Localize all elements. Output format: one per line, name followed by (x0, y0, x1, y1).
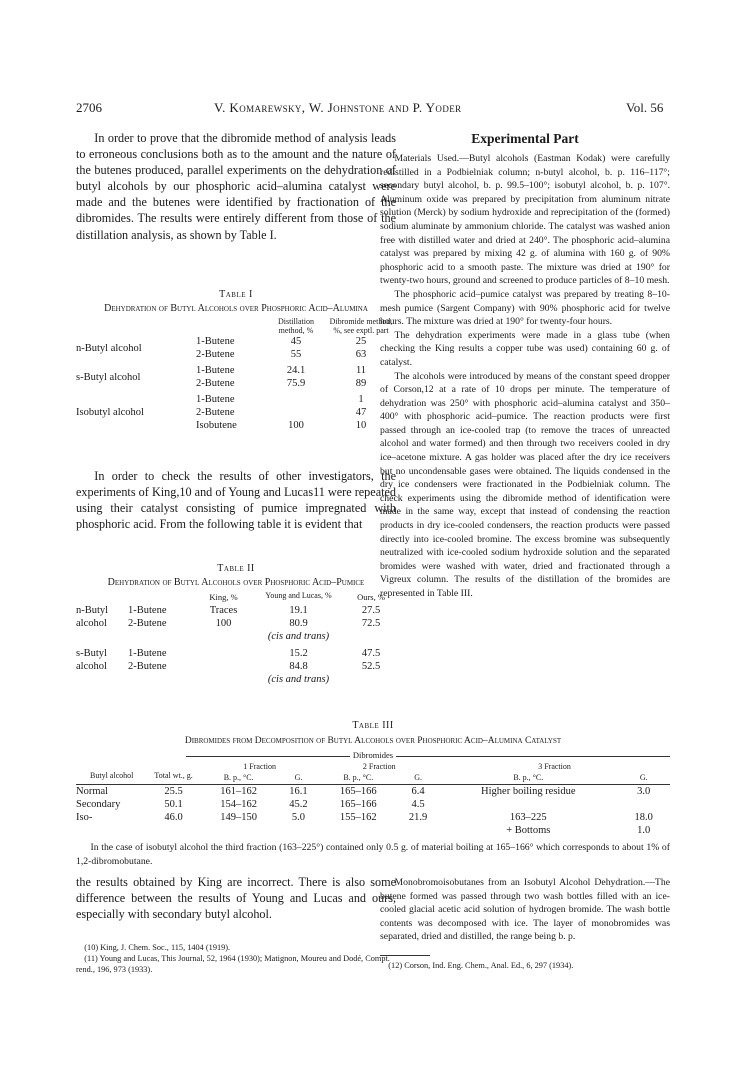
table-1-cell: 55 (290, 349, 302, 360)
table-1-cell: 63 (355, 349, 367, 360)
footnote-rule (380, 955, 430, 956)
volume-label: Vol. 56 (626, 100, 664, 115)
table-1-cell: 25 (355, 336, 367, 347)
footnote: (11) Young and Lucas, This Journal, 52, 1964 (1930); Matignon, Moureu and Dodé, Compt. rend., 196, 973 (1933). (76, 954, 390, 974)
table-1 (76, 289, 396, 432)
table-2-title: Dehydration of Butyl Alcohols over Phosphoric Acid–Pumice (107, 577, 365, 588)
table-1-label: Table I (219, 289, 253, 300)
table-1-alcohol: s-Butyl alcohol (76, 371, 141, 383)
table-3-col-header: B. p., °C. (343, 773, 374, 782)
table-row: alcohol 2-Butene 84.8 52.5 (76, 661, 381, 672)
table-row: Secondary 50.1 154–162 45.2 165–166 4.5 (76, 799, 425, 810)
experimental-text (380, 152, 670, 601)
table-1-grid (76, 317, 396, 432)
table-3-col-header: B. p., °C. (223, 773, 254, 782)
table-3-label: Table III (352, 720, 394, 731)
table-row: + Bottoms 1.0 (506, 825, 651, 836)
table-1-title: Dehydration of Butyl Alcohols over Phosphoric Acid–Alumina (104, 303, 368, 314)
table-1-cell (266, 390, 326, 406)
table-row: s-Butyl 1-Butene 15.2 47.5 (76, 648, 381, 659)
table-row: alcohol 2-Butene 100 80.9 72.5 (76, 618, 381, 629)
table-1-col-header: Dibromide method, %, see exptl. part (329, 317, 393, 335)
table-3-col-header: G. (639, 773, 648, 782)
table-3 (76, 720, 670, 868)
left-middle-paragraph: In order to check the results of other investigators, the experiments of King,10 and of Young and Lucas11 were repeated using their catalyst consisting of pumice impregnated with phosphoric acid. From the following table it is evident that (76, 469, 396, 532)
footnote: (10) King, J. Chem. Soc., 115, 1404 (1919). (84, 943, 231, 952)
table-1-cell: 45 (290, 336, 302, 347)
paragraph: Materials Used.—Butyl alcohols (Eastman Kodak) were carefully redistilled in a Podbielniak column; n-butyl alcohol, b. p. 116–117°; secondary butyl alcohol, b. p. 99.5–100°; isobutyl alcohol, b. p. 107°. Aluminum oxide was prepared by precipitation from aluminum nitrate solution (Merck) by sodium hydroxide and reprecipitation of the (formed) sodium aluminate by ammonium chloride. The catalyst was washed anion free with distilled water and dried at 240°. The phosphoric acid–alumina catalyst was prepared by mixing 42 g. of alumina with 160 g. of 90% phosphoric acid to a smooth paste. The mixture was dried at 190° for twenty-two hours, ground and screened to produce particles of 8–10 mesh. (380, 153, 670, 287)
section-heading: Experimental Part (471, 131, 579, 146)
table-row: n-Butyl 1-Butene Traces 19.1 27.5 (76, 605, 381, 616)
table-1-cell: 1 (358, 394, 364, 405)
table-1-col-header: Distillation method, % (278, 317, 314, 335)
table-3-fraction-header: 2 Fraction (362, 762, 396, 771)
table-3-title: Dibromides from Decomposition of Butyl Alcohols over Phosphoric Acid–Alumina Catalyst (184, 736, 562, 746)
table-1-cell: 75.9 (286, 378, 306, 389)
table-2-col-header: Ours, % (357, 592, 385, 602)
table-2-grid (76, 591, 396, 686)
table-3-col-header: Total wt., g. (154, 771, 193, 780)
table-3-fraction-header: 1 Fraction (243, 762, 276, 771)
table-1-cell: 1-Butene (196, 336, 235, 347)
paragraph: The dehydration experiments were made in a glass tube (when checking the King results a copper tube was used) containing 60 g. of catalyst. (380, 329, 670, 368)
table-2-label: Table II (217, 563, 255, 574)
table-row: Normal 25.5 161–162 16.1 165–166 6.4 Higher boiling residue 3.0 (76, 786, 651, 797)
table-1-cell: 1-Butene (196, 365, 235, 376)
table-2-col-header: King, % (209, 592, 238, 602)
table-1-cell: 24.1 (286, 365, 306, 376)
table-2 (76, 563, 396, 686)
running-head-authors: V. Komarewsky, W. Johnstone and P. Yoder (214, 100, 462, 115)
table-1-cell: 47 (355, 407, 367, 418)
table-3-grid (76, 762, 670, 837)
footnotes-left (76, 942, 396, 975)
table-3-fraction-header: 3 Fraction (538, 762, 571, 771)
table-row: Iso- 46.0 149–150 5.0 155–162 21.9 163–225 18.0 (76, 812, 653, 823)
table-1-alcohol: n-Butyl alcohol (76, 342, 142, 354)
table-3-span-header: Dibromides (350, 750, 396, 760)
table-1-cell: 1-Butene (196, 394, 235, 405)
footnote-right: (12) Corson, Ind. Eng. Chem., Anal. Ed., 6, 297 (1934). (388, 961, 574, 970)
table-1-cell: 2-Butene (196, 407, 235, 418)
paragraph: The alcohols were introduced by means of the constant speed dropper of Corson,12 at a rate of 10 drops per minute. The temperature of dehydration was 250° with phosphoric acid–alumina catalyst and 350–400° with phosphoric acid–pumice. The reaction products were first passed through an ice-cooled trap (to remove the traces of unreacted alcohol and water formed) and then through two receivers cooled in dry ice–acetone mixture. A gas holder was placed after the dry ice receivers but no uncondensable gases were obtained. The liquids condensed in the dry ice condensers were fractionated in the Podbielniak column. The check experiments using the dibromide method of identification were made in the same way, except that instead of condensing the reaction products in dry ice-cooled condensers, the reaction products were passed directly into ice-cooled bromine. The excess bromine was subsequently neutralized with ice-cooled sodium hydroxide solution and the separated bromides were washed with water, dried and fractionated through a Vigreux column. The results of the distillation of the bromides are represented in Table III. (380, 370, 670, 599)
table-row: (cis and trans) (267, 631, 330, 642)
bottom-left-paragraph: the results obtained by King are incorrect. There is also some difference between the results of Young and Lucas and ours, especially with secondary butyl alcohol. (76, 875, 396, 922)
table-1-alcohol: Isobutyl alcohol (76, 407, 144, 418)
table-3-col-header: Butyl alcohol (90, 771, 134, 780)
table-1-cell: 89 (355, 378, 367, 389)
page-number: 2706 (76, 100, 102, 115)
table-1-cell: 2-Butene (196, 378, 235, 389)
table-1-cell: Isobutene (196, 420, 237, 431)
table-row: (cis and trans) (267, 674, 330, 685)
table-1-cell: 2-Butene (196, 349, 235, 360)
table-3-col-header: B. p., °C. (513, 773, 544, 782)
table-1-cell: 100 (288, 420, 304, 431)
table-3-col-header: G. (294, 773, 303, 782)
left-intro-paragraph: In order to prove that the dibromide method of analysis leads to erroneous conclusions both as to the amount and the nature of the butenes produced, parallel experiments on the dehydration of butyl alcohols by our phosphoric acid–alumina catalyst were made and the butenes were identified by fractionation of the dibromides. The results were entirely different from those of the distillation analysis, as shown by Table I. (76, 131, 396, 242)
table-1-cell (266, 406, 326, 419)
table-1-cell: 10 (355, 420, 367, 431)
paragraph: The phosphoric acid–pumice catalyst was prepared by treating 8–10-mesh pumice (Sargent Company) with 90% phosphoric acid for twelve hours. The mixture was dried at 190° for twenty-four hours. (380, 288, 670, 328)
table-3-note: In the case of isobutyl alcohol the third fraction (163–225°) contained only 0.5 g. of material boiling at 165–166° which corresponds to about 1% of 1,2-dibromobutane. (76, 842, 670, 867)
table-2-col-header: Young and Lucas, % (265, 591, 332, 600)
table-3-col-header: G. (414, 773, 422, 782)
bottom-right-paragraph: Monobromoisobutanes from an Isobutyl Alcohol Dehydration.—The butene formed was passed through two wash bottles filled with an ice-cooled glacial acetic acid solution of hydrogen bromide. The wash bottle contents was decomposed with ice. The layer of monobromides was separated, dried and distilled, the range being b. p. (380, 877, 670, 943)
table-1-cell: 11 (355, 365, 367, 376)
